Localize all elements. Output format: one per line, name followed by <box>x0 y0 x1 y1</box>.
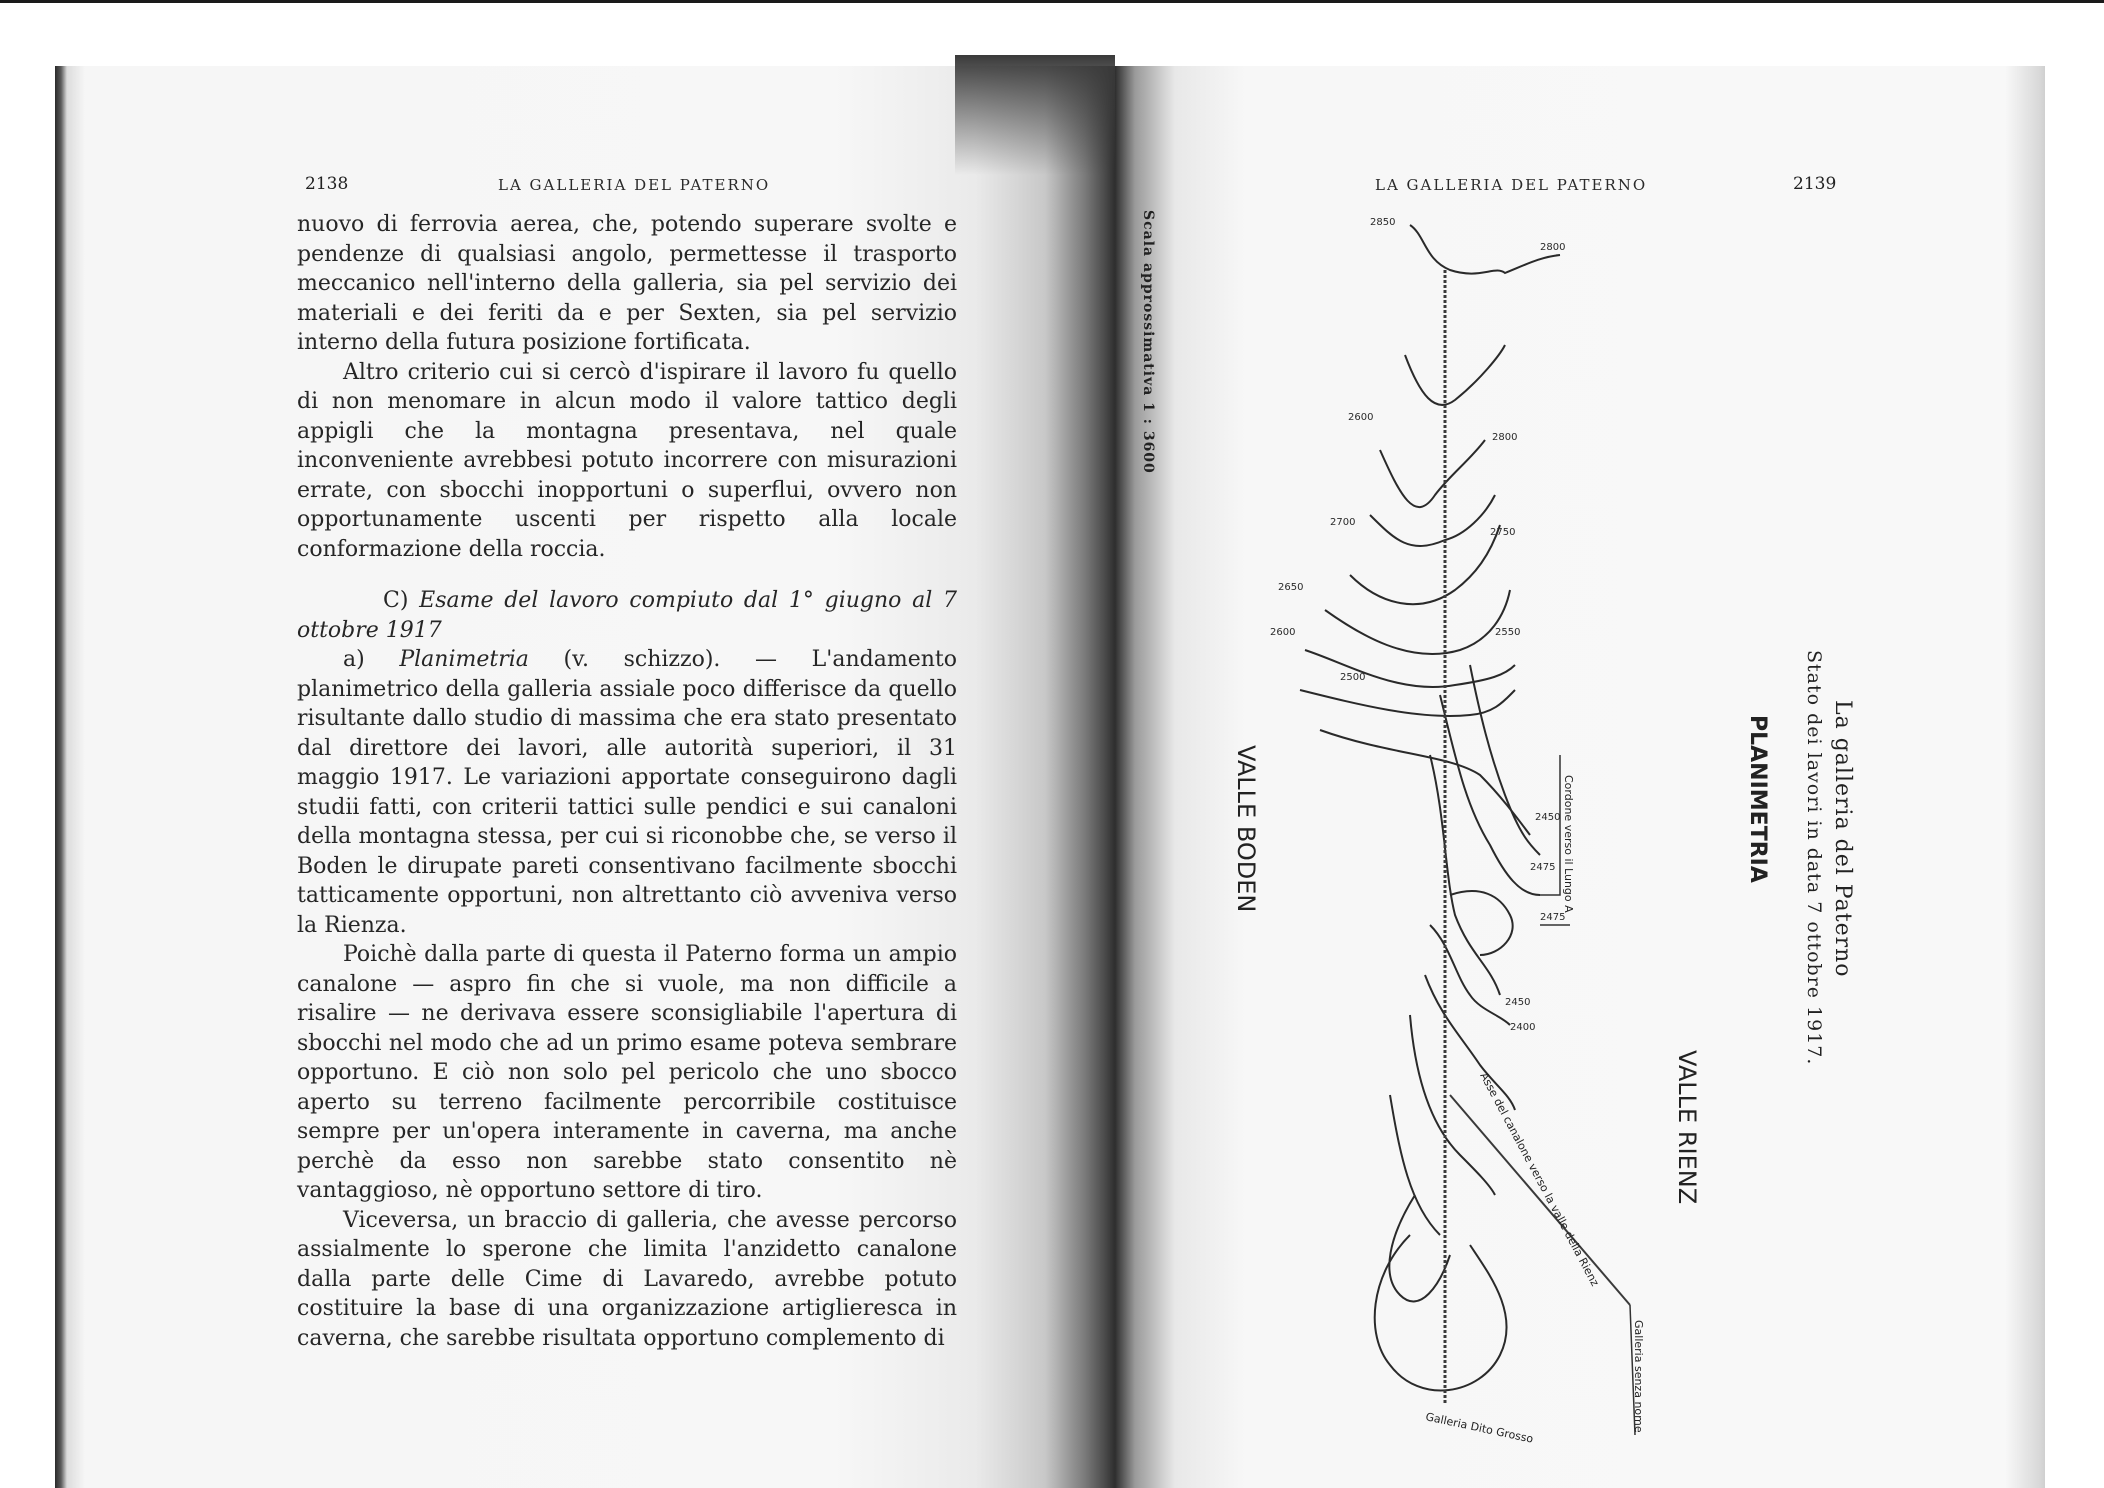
scale-note: Scala approssimativa 1 : 3600 <box>1140 210 1156 474</box>
contour-line <box>1350 525 1500 604</box>
map-label-senza-nome: Galleria senza nome <box>1632 1320 1645 1433</box>
scan-top-border <box>0 0 2104 3</box>
paragraph: Altro criterio cui si cercò d'ispirare il lavoro fu quello di non menomare in alcun modo il valore tattico degli appigli che la montagna presentava, nel quale inconveniente avrebbesi potuto incorrere con misurazioni errate, con sbocchi inopportuni o superflui, ovvero non opportunamente uscenti per rispetto alla locale conformazione della roccia. <box>297 359 957 562</box>
left-text-block <box>297 210 957 1353</box>
subsection-ref: (v. schizzo). <box>563 647 721 672</box>
contour-line <box>1320 730 1530 835</box>
contour-line <box>1440 695 1540 895</box>
subsection-text: — L'andamento planimetrico della galleria assiale poco differisce da quello risultante dallo studio di massima che era stato presentato dal direttore dei lavori, alle autorità superiori, il 31 maggio 1917. Le variazioni apportate conseguirono dagli studii fatti, con criterii tattici sulle pendici e sui canaloni della montagna stessa, per cui si riconobbe che, se verso il Boden le dirupate pareti consentivano facilmente sbocchi tatticamente opportuni, non altrettanto ciò avveniva verso la Rienza. <box>297 647 957 938</box>
contour-label: 2450 <box>1505 997 1531 1008</box>
right-folio: 2139 <box>1793 174 1837 194</box>
canalone-axis-line <box>1450 1095 1630 1305</box>
contour-line <box>1450 891 1513 955</box>
planimetry-map <box>1240 195 1660 1455</box>
valle-boden-label: VALLE BODEN <box>1232 745 1260 913</box>
contour-line <box>1410 225 1560 274</box>
paragraph: Poichè dalla parte di questa il Paterno forma un ampio canalone — aspro fin che si vuole, ma non difficile a risalire — ne derivava essere sconsigliabile l'apertura di sbocchi nel modo che ad un primo esame poteva sembrare opportuno. E ciò non solo pel pericolo che uno sbocco aperto su terreno facilmente percorribile costituisce sempre per un'opera interamente in caverna, ma anche perchè da esso non sarebbe stato consentito nè vantaggioso, nè opportuno settore di tiro. <box>297 942 957 1203</box>
contour-label: 2700 <box>1330 517 1356 528</box>
subsection-paragraph <box>297 645 957 940</box>
contour-line <box>1380 440 1485 507</box>
contour-label: 2800 <box>1540 242 1566 253</box>
contour-label: 2800 <box>1492 432 1518 443</box>
contour-label: 2650 <box>1278 582 1304 593</box>
contour-label: 2750 <box>1490 527 1516 538</box>
contour-label: 2600 <box>1270 627 1296 638</box>
contour-label: 2850 <box>1370 217 1396 228</box>
section-heading <box>297 586 957 645</box>
contour-line <box>1410 1015 1495 1195</box>
contour-label: 2400 <box>1510 1022 1536 1033</box>
subsection-title: Planimetria <box>399 647 529 672</box>
contour-label: 2550 <box>1495 627 1521 638</box>
map-title: PLANIMETRIA <box>1745 715 1770 883</box>
left-folio: 2138 <box>305 174 349 194</box>
section-label: C) <box>383 588 409 613</box>
paragraph: Viceversa, un braccio di galleria, che avesse percorso assialmente lo sperone che limita l'anzidetto canalone dalla parte delle Cime di Lavaredo, avrebbe potuto costituire la base di una organizzazione artiglieresca in caverna, che sarebbe risultata opportuno complemento di <box>297 1207 957 1351</box>
map-caption-title: La galleria del Paterno <box>1830 700 1855 978</box>
valle-rienz-label: VALLE RIENZ <box>1673 1050 1701 1205</box>
contour-label: 2600 <box>1348 412 1374 423</box>
map-label-cordone: Cordone verso il Lungo A <box>1562 775 1575 913</box>
paragraph: nuovo di ferrovia aerea, che, potendo superare svolte e pendenze di qualsiasi angolo, permettesse il trasporto meccanico nell'interno della galleria, sia pel servizio dei materiali e dei feriti da e per Sexten, sia pel servizio interno della futura posizione fortificata. <box>297 212 957 355</box>
right-running-head: LA GALLERIA DEL PATERNO <box>1375 176 1648 194</box>
contour-label: 2475 <box>1540 912 1566 923</box>
subsection-label: a) <box>343 647 365 672</box>
axis-bracket <box>1540 755 1560 895</box>
map-label-dito-grosso: Galleria Dito Grosso <box>1424 1410 1535 1446</box>
contour-line <box>1300 690 1515 716</box>
contour-label: 2500 <box>1340 672 1366 683</box>
gutter-shadow <box>955 55 1115 175</box>
contour-label: 2475 <box>1530 862 1556 873</box>
contour-line <box>1325 590 1510 654</box>
map-caption-date: Stato dei lavori in data 7 ottobre 1917. <box>1803 650 1825 1066</box>
section-title: Esame del lavoro compiuto dal 1° giugno al 7 ottobre 1917 <box>297 588 957 643</box>
contour-line <box>1305 650 1515 687</box>
map-label-asse-canalone: Asse del canalone verso la valle della Rienz <box>1477 1070 1602 1289</box>
contour-line <box>1375 1235 1507 1390</box>
contour-label: 2450 <box>1535 812 1561 823</box>
contour-line <box>1370 495 1495 546</box>
left-running-head: LA GALLERIA DEL PATERNO <box>498 176 771 194</box>
contour-line <box>1405 345 1505 405</box>
